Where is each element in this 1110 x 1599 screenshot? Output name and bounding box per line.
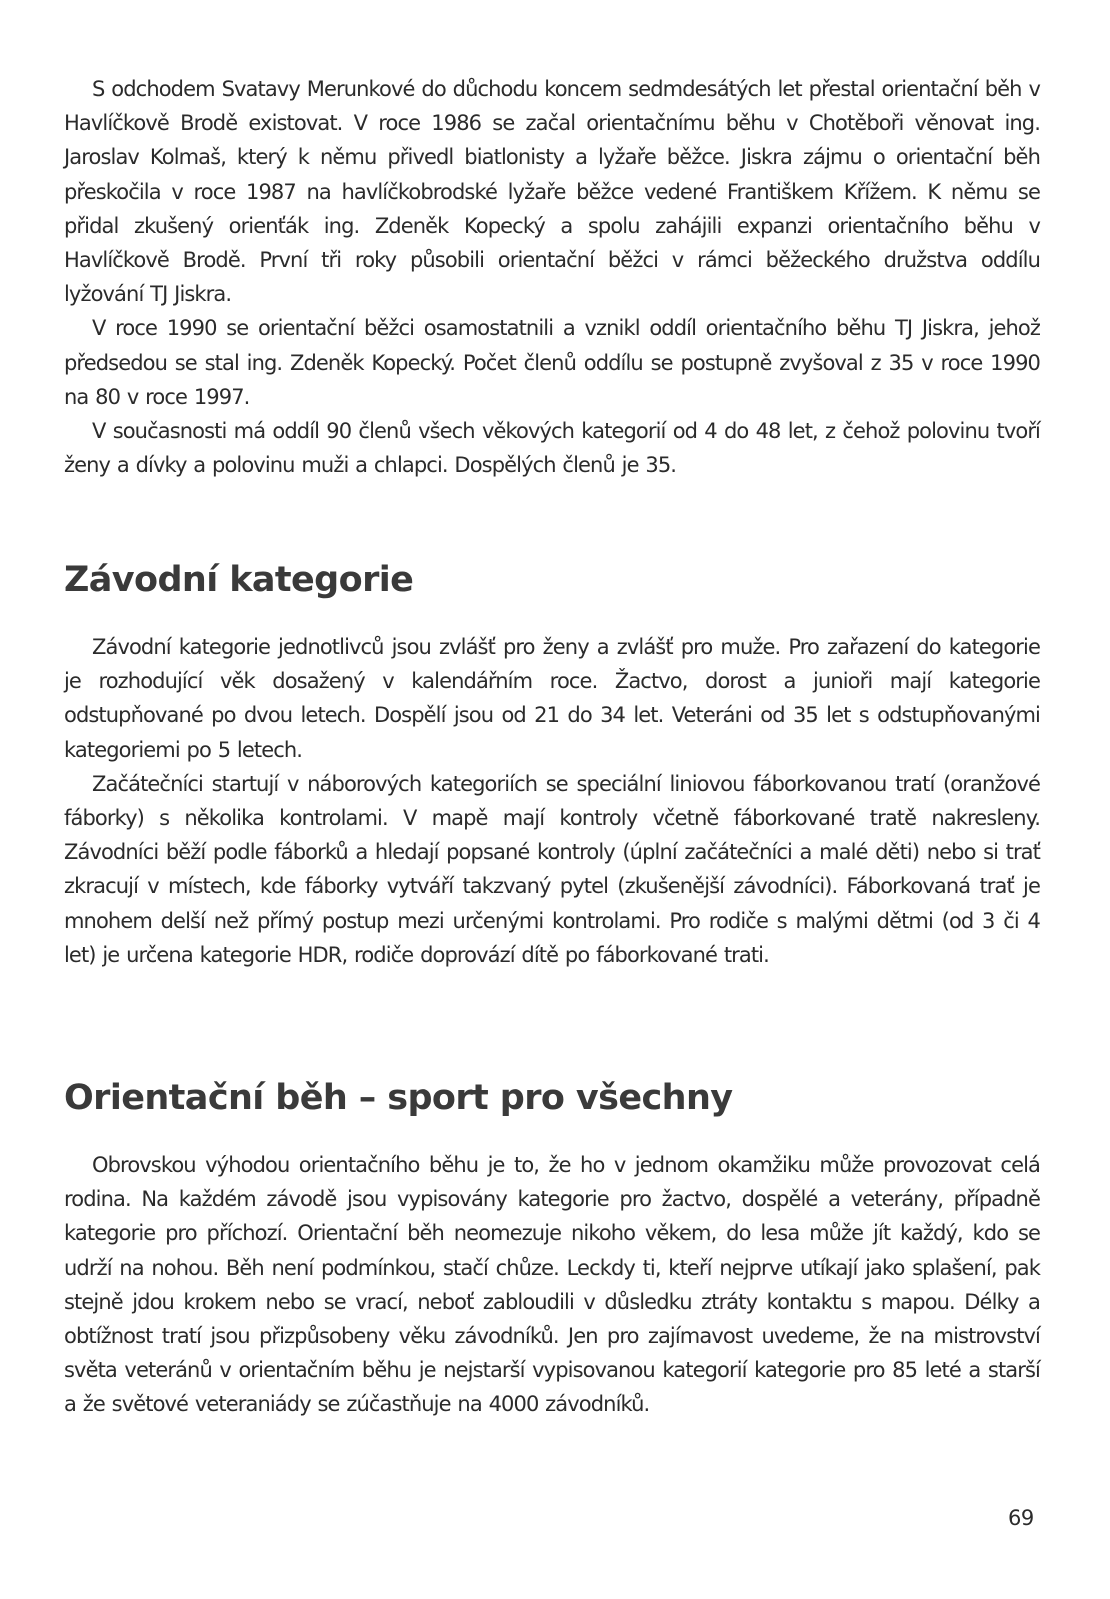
page-number: 69 bbox=[1008, 1506, 1034, 1530]
categories-section bbox=[64, 630, 1040, 972]
body-paragraph: S odchodem Svatavy Merunkové do důchodu koncem sedmdesátých let přestal orientační běh v Havlíčkově Brodě existovat. V roce 1986 se začal orientačnímu běhu v Chotěboři věnovat ing. Jaroslav Kolmaš, který k němu přivedl biatlonisty a lyžaře běžce. Jiskra zájmu o orientační běh přeskočila v roce 1987 na havlíčkobrodské lyžaře běžce vedené Františkem Křížem. K němu se přidal zkušený orienťák ing. Zdeněk Kopecký a spolu zahájili expanzi orientačního běhu v Havlíčkově Brodě. První tři roky působili orientační běžci v rámci běžeckého družstva oddílu lyžování TJ Jiskra. bbox=[64, 77, 1040, 307]
body-paragraph: Závodní kategorie jednotlivců jsou zvlášť pro ženy a zvlášť pro muže. Pro zařazení do kategorie je rozhodující věk dosažený v kalendářním roce. Žactvo, dorost a junioři mají kategorie odstupňované po dvou letech. Dospělí jsou od 21 do 34 let. Veteráni od 35 let s odstupňovanými kategoriemi po 5 letech. bbox=[64, 635, 1040, 762]
body-paragraph: V současnosti má oddíl 90 členů všech věkových kategorií od 4 do 48 let, z čehož polovinu tvoří ženy a dívky a polovinu muži a chlapci. Dospělých členů je 35. bbox=[64, 419, 1040, 478]
body-paragraph: Začátečníci startují v náborových kategoriích se speciální liniovou fáborkovanou tratí (oranžové fáborky) s několika kontrolami. V mapě mají kontroly včetně fáborkované tratě nakresleny. Závodníci běží podle fáborků a hledají popsané kontroly (úplní začátečníci a malé děti) nebo si trať zkracují v místech, kde fáborky vytváří takzvaný pytel (zkušenější závodníci). Fáborkovaná trať je mnohem delší než přímý postup mezi určenými kontrolami. Pro rodiče s malými dětmi (od 3 či 4 let) je určena kategorie HDR, rodiče doprovází dítě po fáborkované trati. bbox=[64, 771, 1040, 967]
sport-section bbox=[64, 1148, 1040, 1422]
body-paragraph: V roce 1990 se orientační běžci osamostatnili a vznikl oddíl orientačního běhu TJ Jiskra, jehož předsedou se stal ing. Zdeněk Kopecký. Počet členů oddílu se postupně zvyšoval z 35 v roce 1990 na 80 v roce 1997. bbox=[64, 316, 1040, 409]
section-heading-categories: Závodní kategorie bbox=[64, 560, 414, 600]
body-paragraph: Obrovskou výhodou orientačního běhu je to, že ho v jednom okamžiku může provozovat celá rodina. Na každém závodě jsou vypisovány kategorie pro žactvo, dospělé a veterány, případně kategorie pro příchozí. Orientační běh neomezuje nikoho věkem, do lesa může jít každý, kdo se udrží na nohou. Běh není podmínkou, stačí chůze. Leckdy ti, kteří nejprve utíkají jako splašení, pak stejně jdou krokem nebo se vrací, neboť zabloudili v důsledku ztráty kontaktu s mapou. Délky a obtížnost tratí jsou přizpůsobeny věku závodníků. Jen pro zajímavost uvedeme, že na mistrovství světa veteránů v orientačním běhu je nejstarší vypisovanou kategorií kategorie pro 85 leté a starší a že světové veteraniády se zúčastňuje na 4000 závodníků. bbox=[64, 1153, 1040, 1417]
section-heading-sport: Orientační běh – sport pro všechny bbox=[64, 1078, 733, 1118]
intro-section bbox=[64, 72, 1040, 482]
